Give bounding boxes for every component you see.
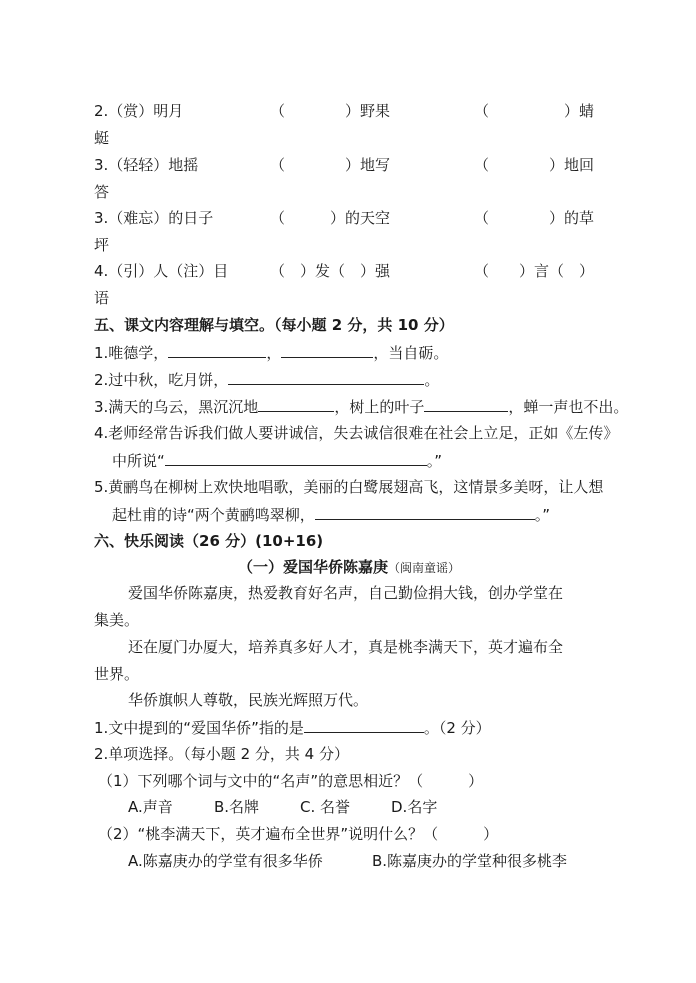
s5-q3-blank1[interactable] <box>258 396 334 412</box>
s4-r1-col1: 2.（赏）明月 <box>94 102 184 120</box>
s4-r3-col3: （ ）的草 <box>474 209 595 227</box>
passage-title: （一）爱国华侨陈嘉庚 <box>238 558 389 576</box>
s6-q2-2-opt-a[interactable]: A.陈嘉庚办的学堂有很多华侨 <box>128 852 323 870</box>
s5-q4-blank[interactable] <box>165 450 427 466</box>
s4-r3-wrap: 坪 <box>94 236 110 254</box>
s5-q3 <box>94 396 628 417</box>
s5-q3-blank2[interactable] <box>424 396 508 412</box>
s5-q3-mid: ，树上的叶子 <box>334 398 425 416</box>
s4-r1-col2: （ ）野果 <box>270 102 391 120</box>
s4-r4-wrap: 语 <box>94 289 110 307</box>
passage-p2-line2: 世界。 <box>94 665 140 683</box>
s6-q1-blank[interactable] <box>304 717 424 733</box>
s6-q2-2: （2）“桃李满天下，英才遍布全世界”说明什么？（ ） <box>98 825 499 843</box>
s5-q5-line1: 5.黄鹂鸟在柳树上欢快地唱歌，美丽的白鹭展翅高飞，这情景多美呀，让人想 <box>94 478 604 496</box>
passage-p3: 华侨旗帜人尊敬，民族光辉照万代。 <box>128 691 369 709</box>
s6-q2-1: （1）下列哪个词与文中的“名声”的意思相近？（ ） <box>98 772 484 790</box>
s5-q1-blank2[interactable] <box>281 342 373 358</box>
s6-q2-1-opt-c[interactable]: C. 名誉 <box>300 798 351 816</box>
s5-q5-line2 <box>112 504 550 525</box>
s4-r4-col1: 4.（引）人（注）目 <box>94 262 229 280</box>
s5-q1-sep: ， <box>266 344 282 362</box>
passage-p2-line1: 还在厦门办厦大，培养真多好人才，真是桃李满天下，英才遍布全 <box>128 638 564 656</box>
s5-q4-line2 <box>112 450 442 471</box>
s6-q2-2-opt-b[interactable]: B.陈嘉庚办的学堂种很多桃李 <box>372 852 568 870</box>
s5-q4-text: 中所说“ <box>112 452 165 470</box>
s6-q2-1-opt-a[interactable]: A.声音 <box>128 798 173 816</box>
s5-q1-end: ，当自砺。 <box>373 344 449 362</box>
s6-q1 <box>94 717 491 738</box>
s5-q2-text: 2.过中秋，吃月饼， <box>94 371 229 389</box>
s5-q1-text: 1.唯德学， <box>94 344 169 362</box>
s4-r2-col2: （ ）地写 <box>270 156 391 174</box>
s4-r2-col1: 3.（轻轻）地摇 <box>94 156 199 174</box>
s5-q5-blank[interactable] <box>315 504 535 520</box>
s5-q2-blank[interactable] <box>228 369 424 385</box>
s6-q2: 2.单项选择。（每小题 2 分，共 4 分） <box>94 745 349 763</box>
passage-heading <box>238 557 460 578</box>
s4-r4-col3: （ ）言（ ） <box>474 262 595 280</box>
passage-source: （闽南童谣） <box>388 561 461 575</box>
s5-q1 <box>94 342 448 363</box>
s6-q2-1-opt-d[interactable]: D.名字 <box>391 798 438 816</box>
s4-r2-col3: （ ）地回 <box>474 156 595 174</box>
s5-q3-text: 3.满天的乌云，黑沉沉地 <box>94 398 259 416</box>
s4-r3-col2: （ ）的天空 <box>270 209 391 227</box>
s6-q2-1-opt-b[interactable]: B.名牌 <box>214 798 260 816</box>
s4-r4-col2: （ ）发（ ）强 <box>270 262 391 280</box>
s6-q1-end: 。（2 分） <box>423 719 491 737</box>
s5-q1-blank1[interactable] <box>168 342 266 358</box>
section5-title: 五、课文内容理解与填空。（每小题 2 分，共 10 分） <box>94 316 454 334</box>
s5-q2-end: 。 <box>424 371 440 389</box>
s5-q2 <box>94 369 439 390</box>
s5-q4-line1: 4.老师经常告诉我们做人要讲诚信，失去诚信很难在社会上立足，正如《左传》 <box>94 424 619 442</box>
s4-r1-col3: （ ）蜻 <box>474 102 595 120</box>
s5-q5-text: 起杜甫的诗“两个黄鹂鸣翠柳， <box>112 506 315 524</box>
section6-title: 六、快乐阅读（26 分）(10+16) <box>94 532 324 550</box>
s4-r2-wrap: 答 <box>94 183 110 201</box>
s5-q4-end: 。” <box>426 452 443 470</box>
s6-q1-text: 1.文中提到的“爱国华侨”指的是 <box>94 719 304 737</box>
passage-p1-line1: 爱国华侨陈嘉庚，热爱教育好名声，自己勤俭捐大钱，创办学堂在 <box>128 584 564 602</box>
s5-q5-end: 。” <box>534 506 551 524</box>
s4-r1-wrap: 蜓 <box>94 129 110 147</box>
s4-r3-col1: 3.（难忘）的日子 <box>94 209 214 227</box>
s5-q3-end: ，蝉一声也不出。 <box>508 398 629 416</box>
passage-p1-line2: 集美。 <box>94 611 140 629</box>
